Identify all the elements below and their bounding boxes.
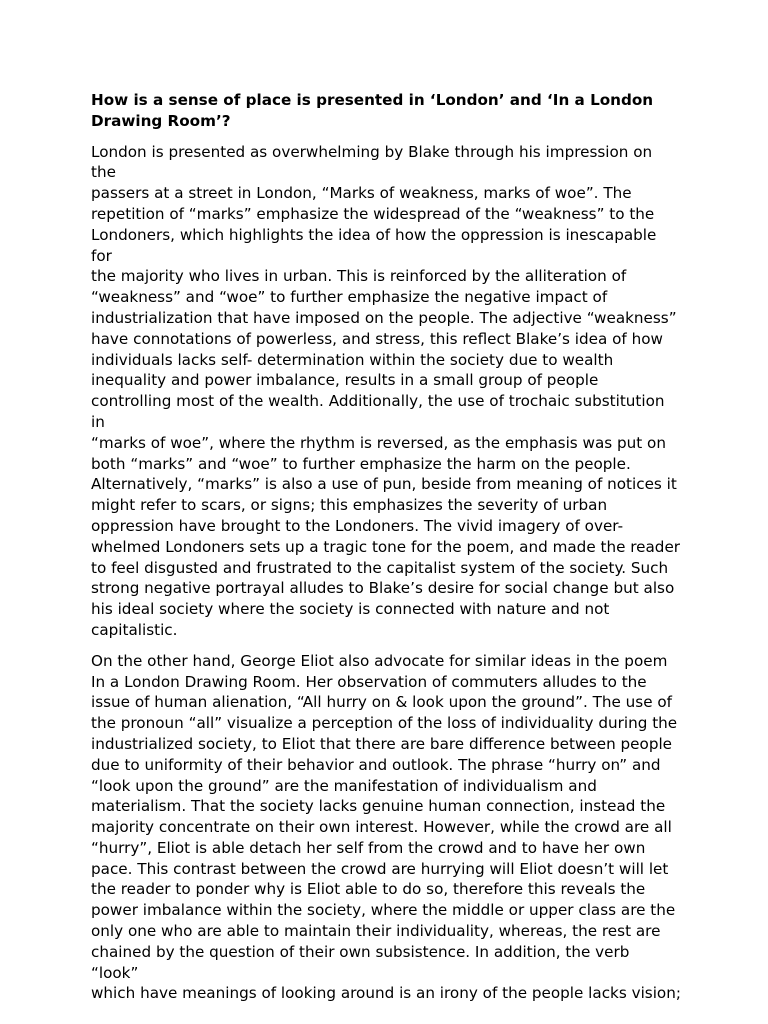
essay-title: How is a sense of place is presented in ‘London’ and ‘In a London Drawing Room’?	[91, 91, 654, 130]
paragraph-2: On the other hand, George Eliot also advocate for similar ideas in the poem In a London Drawing Room. Her observation of commuters alludes to the issue of human alienation, “All hurry on & look upon the ground”. The use of the pronoun “all” visualize a perception of the loss of individuality during the industrialized society, to Eliot that there are bare difference between people due to uniformity of their behavior and outlook. The phrase “hurry on” and “look upon the ground” are the manifestation of individualism and materialism. That the society lacks genuine human connection, instead the majority concentrate on their own interest. However, while the crowd are all “hurry”, Eliot is able detach her self from the crowd and to have her own pace. This contrast between the crowd are hurrying will Eliot doesn’t will let the reader to ponder why is Eliot able to do so, therefore this reveals the power imbalance within the society, where the middle or upper class are the only one who are able to maintain their individuality, whereas, the rest are chained by the question of their own subsistence. In addition, the verb “look” which have meanings of looking around is an irony of the people lacks vision;	[91, 651, 681, 1003]
document-page	[91, 90, 681, 1014]
paragraph-1: London is presented as overwhelming by Blake through his impression on the passers at a street in London, “Marks of weakness, marks of woe”. The repetition of “marks” emphasize the widespread of the “weakness” to the Londoners, which highlights the idea of how the oppression is inescapable for the majority who lives in urban. This is reinforced by the alliteration of “weakness” and “woe” to further emphasize the negative impact of industrialization that have imposed on the people. The adjective “weakness” have connotations of powerless, and stress, this reflect Blake’s idea of how individuals lacks self- determination within the society due to wealth inequality and power imbalance, results in a small group of people controlling most of the wealth. Additionally, the use of trochaic substitution in “marks of woe”, where the rhythm is reversed, as the emphasis was put on both “marks” and “woe” to further emphasize the harm on the people. Alternatively, “marks” is also a use of pun, beside from meaning of notices it might refer to scars, or signs; this emphasizes the severity of urban oppression have brought to the Londoners. The vivid imagery of over- whelmed Londoners sets up a tragic tone for the poem, and made the reader to feel disgusted and frustrated to the capitalist system of the society. Such strong negative portrayal alludes to Blake’s desire for social change but also his ideal society where the society is connected with nature and not capitalistic.	[91, 142, 681, 639]
